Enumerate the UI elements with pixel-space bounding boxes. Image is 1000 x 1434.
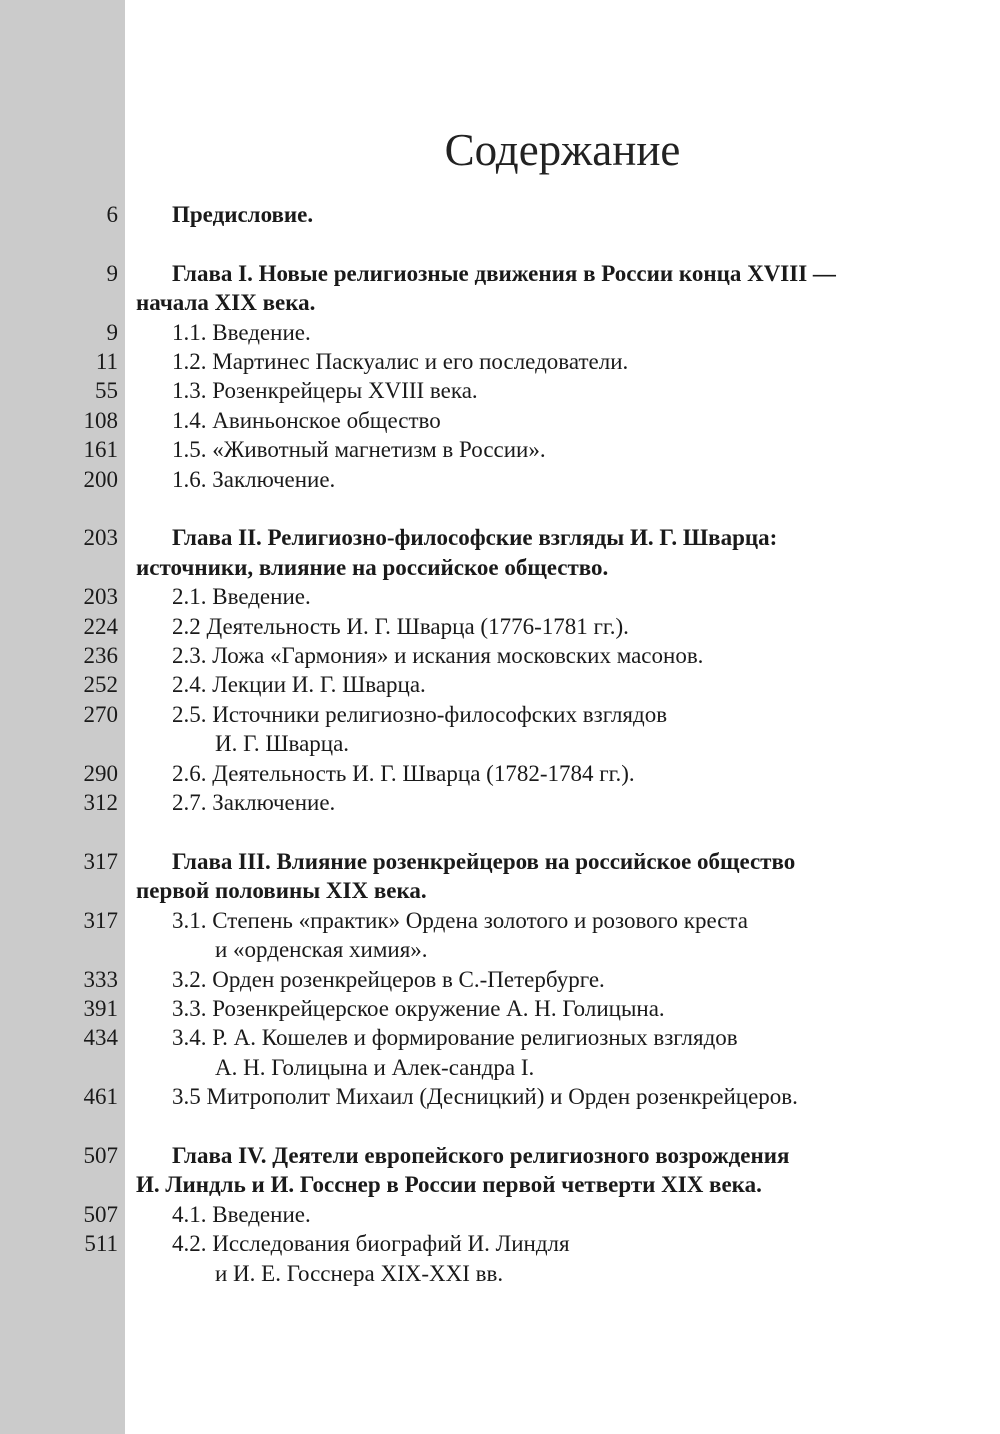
entry-title-line: И. Г. Шварца. bbox=[215, 731, 350, 757]
page-number: 333 bbox=[83, 966, 118, 992]
toc-section-entry[interactable] bbox=[0, 1200, 1000, 1229]
page-number: 290 bbox=[83, 760, 118, 786]
page-number: 9 bbox=[106, 260, 118, 286]
page-number: 461 bbox=[83, 1084, 118, 1110]
toc-section-entry[interactable] bbox=[0, 906, 1000, 965]
page-number: 270 bbox=[83, 701, 118, 727]
page-number: 108 bbox=[83, 407, 118, 433]
toc-section-entry[interactable] bbox=[0, 1023, 1000, 1082]
toc-section-entry[interactable] bbox=[0, 582, 1000, 611]
entry-title-line: первой половины XIX века. bbox=[136, 878, 427, 904]
toc-section-entry[interactable] bbox=[0, 788, 1000, 817]
entry-title-line: 1.4. Авиньонское общество bbox=[172, 407, 441, 433]
entry-title-line: Глава II. Религиозно-философские взгляды И. Г. Шварца: bbox=[172, 525, 778, 551]
page-number: 507 bbox=[83, 1201, 118, 1227]
entry-title-line: И. Линдль и И. Госснер в России первой четверти XIX века. bbox=[136, 1172, 762, 1198]
entry-title-line: 4.2. Исследования биографий И. Линдля bbox=[172, 1231, 570, 1257]
entry-title-line: 3.5 Митрополит Михаил (Десницкий) и Орден розенкрейцеров. bbox=[172, 1084, 798, 1110]
toc-section-entry[interactable] bbox=[0, 465, 1000, 494]
page-number: 203 bbox=[83, 525, 118, 551]
entry-title-line: 2.1. Введение. bbox=[172, 584, 311, 610]
page-number: 224 bbox=[83, 613, 118, 639]
entry-title-line: Глава III. Влияние розенкрейцеров на российское общество bbox=[172, 848, 796, 874]
entry-title-line: 2.6. Деятельность И. Г. Шварца (1782-1784 гг.). bbox=[172, 760, 635, 786]
toc-section-entry[interactable] bbox=[0, 347, 1000, 376]
entry-title-line: источники, влияние на российское общество. bbox=[136, 554, 609, 580]
page-number: 391 bbox=[83, 995, 118, 1021]
entry-title-line: 3.2. Орден розенкрейцеров в С.-Петербурге. bbox=[172, 966, 605, 992]
entry-title-line: 2.3. Ложа «Гармония» и искания московских масонов. bbox=[172, 643, 704, 669]
page-number: 434 bbox=[83, 1025, 118, 1051]
toc-section-entry[interactable] bbox=[0, 612, 1000, 641]
entry-title-line: и И. Е. Госснера XIX-XXI вв. bbox=[215, 1260, 504, 1286]
toc-section-entry[interactable] bbox=[0, 1229, 1000, 1288]
page-number: 203 bbox=[83, 584, 118, 610]
toc-section-entry[interactable] bbox=[0, 965, 1000, 994]
entry-title-line: 1.5. «Животный магнетизм в России». bbox=[172, 437, 546, 463]
entry-title-line: 1.1. Введение. bbox=[172, 319, 311, 345]
entry-title-line: 3.4. Р. А. Кошелев и формирование религиозных взглядов bbox=[172, 1025, 738, 1051]
toc-section-entry[interactable] bbox=[0, 994, 1000, 1023]
entry-title-line: 1.6. Заключение. bbox=[172, 466, 336, 492]
entry-title-line: и «орденская химия». bbox=[215, 937, 428, 963]
toc-section-entry[interactable] bbox=[0, 759, 1000, 788]
page-title: Содержание bbox=[444, 125, 681, 176]
toc-section-entry[interactable] bbox=[0, 406, 1000, 435]
toc-chapter-entry[interactable] bbox=[0, 200, 1000, 229]
entry-title-line: Предисловие. bbox=[172, 202, 314, 227]
page-number: 200 bbox=[83, 466, 118, 492]
toc-section-entry[interactable] bbox=[0, 641, 1000, 670]
page-number: 312 bbox=[83, 790, 118, 816]
entry-title-line: А. Н. Голицына и Алек-сандра I. bbox=[215, 1054, 535, 1080]
toc-section-entry[interactable] bbox=[0, 670, 1000, 699]
toc-section-entry[interactable] bbox=[0, 700, 1000, 759]
entry-title-line: 2.7. Заключение. bbox=[172, 790, 336, 816]
page-number: 507 bbox=[83, 1142, 118, 1168]
page-number: 252 bbox=[83, 672, 118, 698]
entry-title-line: 2.5. Источники религиозно-философских взглядов bbox=[172, 701, 668, 727]
entry-title-line: 1.2. Мартинес Паскуалис и его последователи. bbox=[172, 349, 629, 375]
entry-title-line: 2.2 Деятельность И. Г. Шварца (1776-1781 гг.). bbox=[172, 613, 629, 639]
page-number: 511 bbox=[84, 1231, 118, 1257]
entry-title-line: 2.4. Лекции И. Г. Шварца. bbox=[172, 672, 426, 698]
table-of-contents bbox=[0, 200, 1000, 1288]
page-number: 9 bbox=[106, 319, 118, 345]
page-number: 55 bbox=[95, 378, 118, 404]
page-number: 317 bbox=[83, 907, 118, 933]
page-number: 317 bbox=[83, 848, 118, 874]
entry-title-line: 3.1. Степень «практик» Ордена золотого и розового креста bbox=[172, 907, 748, 933]
toc-section-entry[interactable] bbox=[0, 435, 1000, 464]
entry-title-line: Глава IV. Деятели европейского религиозного возрождения bbox=[172, 1142, 790, 1168]
toc-section-entry[interactable] bbox=[0, 1082, 1000, 1111]
entry-title-line: начала XIX века. bbox=[136, 290, 316, 316]
page-number: 6 bbox=[106, 202, 118, 227]
toc-section-entry[interactable] bbox=[0, 376, 1000, 405]
entry-title-line: 3.3. Розенкрейцерское окружение А. Н. Голицына. bbox=[172, 995, 665, 1021]
page-number: 236 bbox=[83, 643, 118, 669]
toc-chapter-entry[interactable] bbox=[0, 259, 1000, 318]
entry-title-line: 1.3. Розенкрейцеры XVIII века. bbox=[172, 378, 478, 404]
page-number: 11 bbox=[95, 349, 118, 375]
toc-section-entry[interactable] bbox=[0, 318, 1000, 347]
toc-chapter-entry[interactable] bbox=[0, 523, 1000, 582]
entry-title-line: Глава I. Новые религиозные движения в России конца XVIII — bbox=[172, 260, 836, 286]
toc-chapter-entry[interactable] bbox=[0, 1141, 1000, 1200]
toc-chapter-entry[interactable] bbox=[0, 847, 1000, 906]
page-number: 161 bbox=[83, 437, 118, 463]
entry-title-line: 4.1. Введение. bbox=[172, 1201, 311, 1227]
